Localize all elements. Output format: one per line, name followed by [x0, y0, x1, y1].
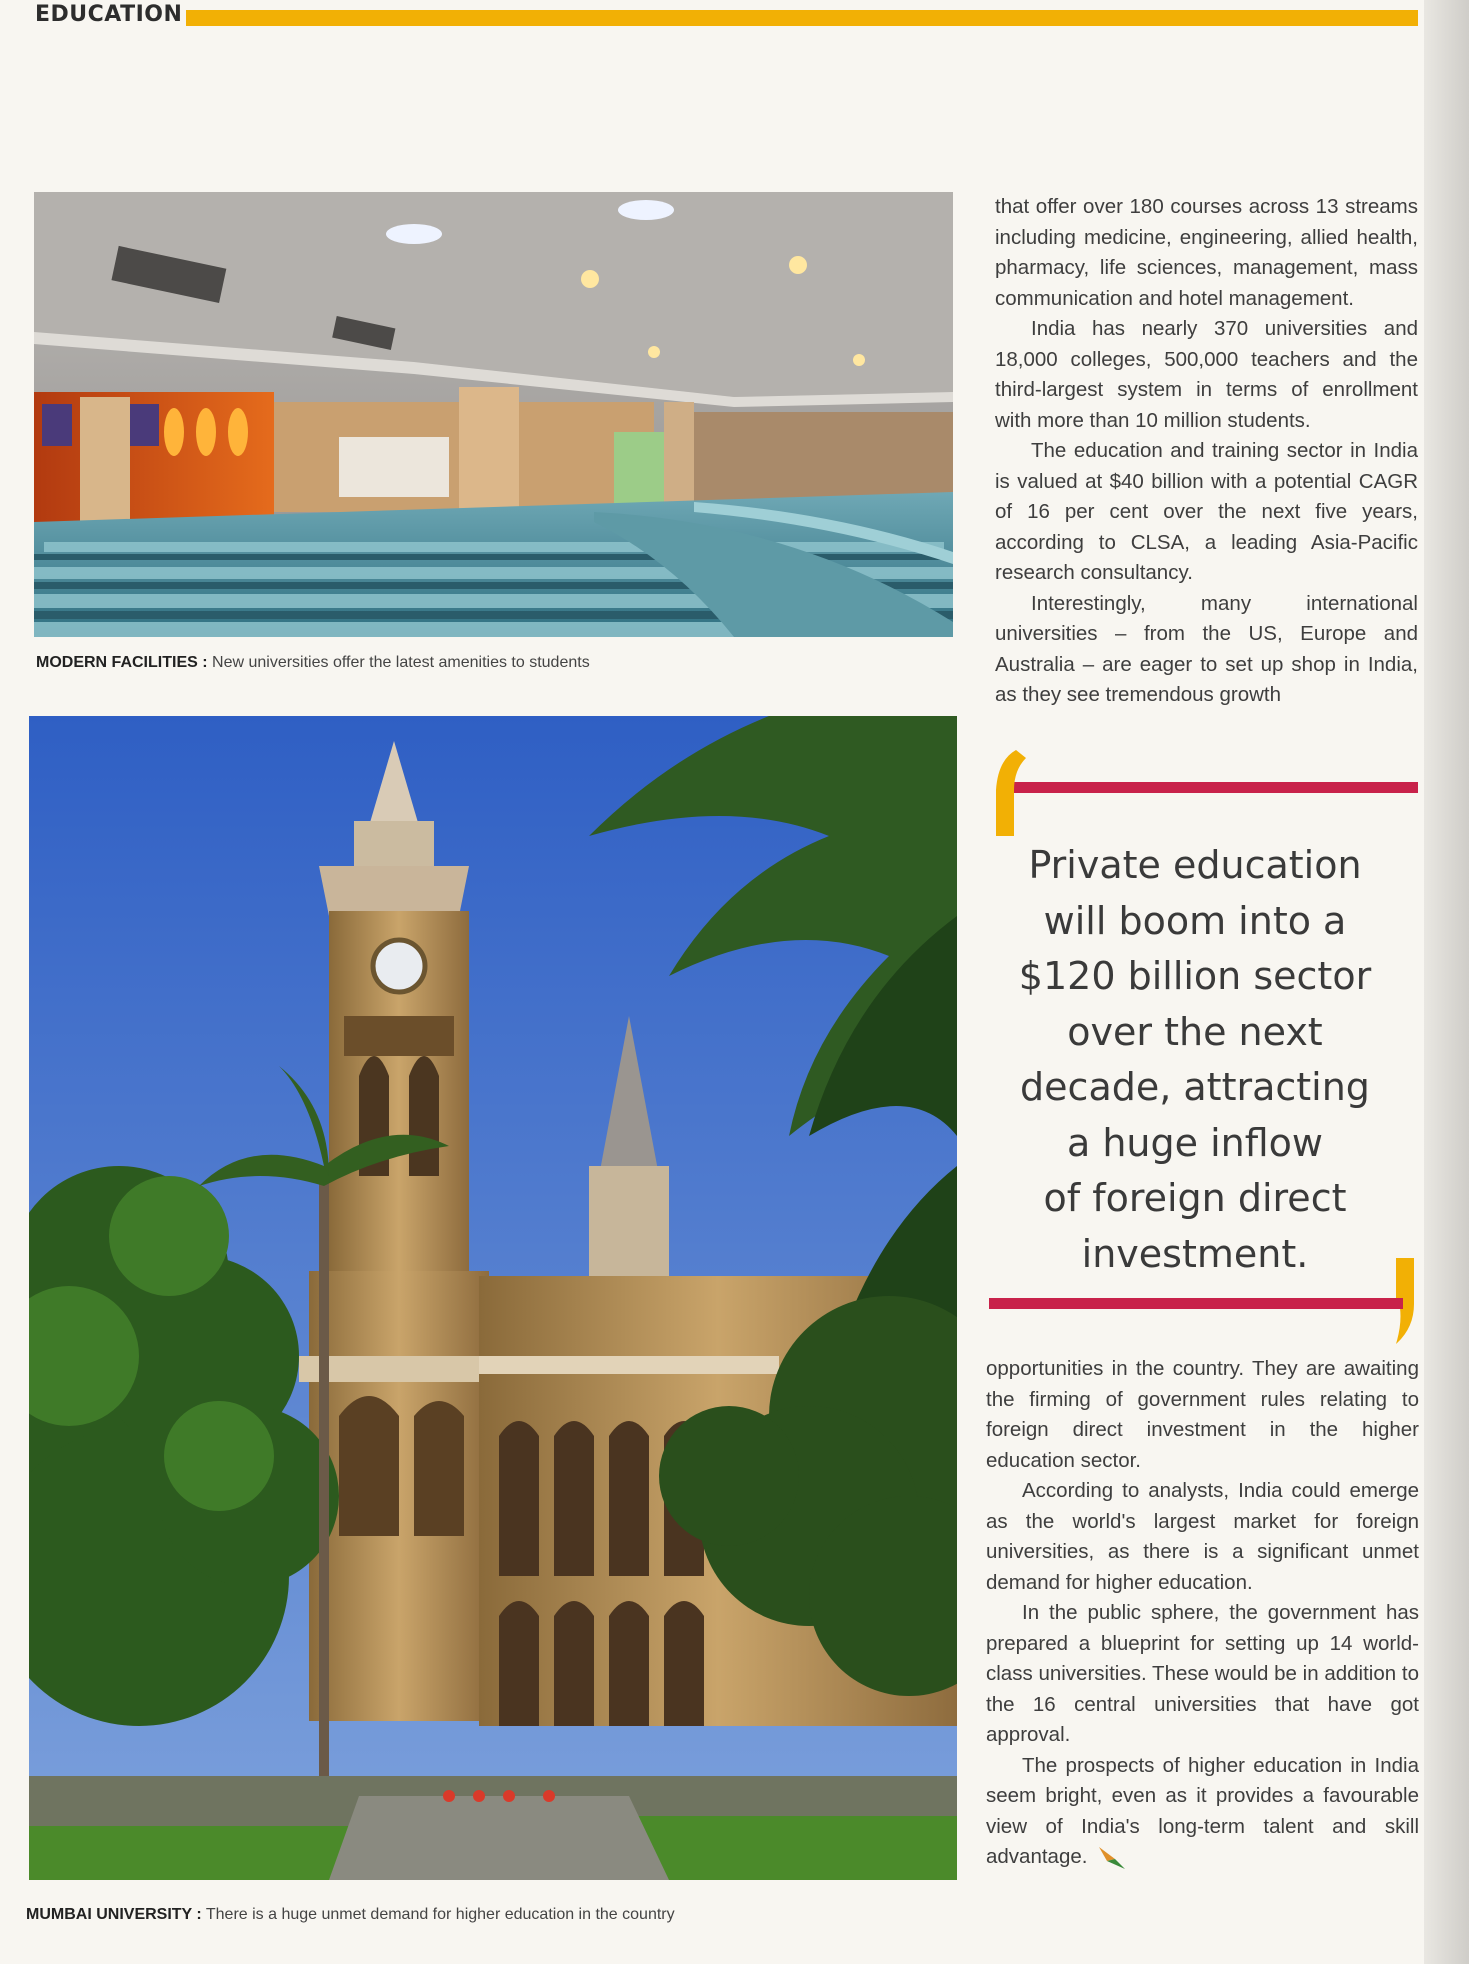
pull-quote-rule-top: [1009, 782, 1418, 793]
article-paragraph: [986, 1751, 1419, 1873]
article-paragraph-text: The prospects of higher education in India seem bright, even as it provides a favourable view of India's long-term talent and skill advantage.: [986, 1753, 1419, 1868]
auditorium-caption: [36, 654, 590, 672]
pull-quote-line: over the next: [1067, 1009, 1323, 1054]
open-quote-icon: [988, 750, 1028, 836]
caption-title: MUMBAI UNIVERSITY :: [26, 1906, 202, 1923]
auditorium-photo: [34, 192, 953, 637]
article-column-bottom: [986, 1354, 1419, 1873]
pull-quote-line: will boom into a: [1043, 898, 1347, 943]
article-paragraph: Interestingly, many international universities – from the US, Europe and Australia – are eager to set up shop in India, as they see tremendous growth: [995, 591, 1418, 706]
mumbai-university-photo: [29, 716, 957, 1880]
pull-quote-rule-bottom: [989, 1298, 1403, 1309]
section-rule: [186, 10, 1418, 26]
pull-quote-line: investment.: [1081, 1231, 1309, 1276]
article-paragraph: The education and training sector in India is valued at $40 billion with a potential CAGR of 16 per cent over the next five years, according to CLSA, a leading Asia-Pacific research consultancy.: [995, 439, 1418, 584]
mumbai-caption: [26, 1906, 675, 1924]
caption-title: MODERN FACILITIES :: [36, 654, 208, 671]
article-column-top: [995, 192, 1418, 711]
pull-quote-line: decade, attracting: [1020, 1065, 1370, 1109]
page-edge: [1424, 0, 1469, 1964]
pull-quote: [995, 838, 1395, 1282]
caption-text: New universities offer the latest amenities to students: [212, 654, 590, 671]
end-mark-icon: [1097, 1845, 1127, 1871]
article-paragraph: India has nearly 370 universities and 18,000 colleges, 500,000 teachers and the third-largest system in terms of enrollment with more than 10 million students.: [995, 317, 1418, 432]
pull-quote-line: $120 billion sector: [1018, 954, 1372, 998]
article-paragraph: In the public sphere, the government has prepared a blueprint for setting up 14 world-class universities. These would be in addition to the 16 central universities that have got approval.: [986, 1601, 1419, 1746]
caption-text: There is a huge unmet demand for higher education in the country: [205, 1906, 675, 1923]
section-label: EDUCATION: [35, 2, 183, 27]
pull-quote-line: Private education: [1028, 843, 1362, 887]
article-paragraph: that offer over 180 courses across 13 streams including medicine, engineering, allied health, pharmacy, life sciences, management, mass communication and hotel management.: [995, 195, 1418, 310]
pull-quote-line: of foreign direct: [1043, 1176, 1347, 1220]
pull-quote-line: a huge inflow: [1066, 1120, 1324, 1165]
article-paragraph: opportunities in the country. They are awaiting the firming of government rules relating to foreign direct investment in the higher education sector.: [986, 1357, 1419, 1472]
article-paragraph: According to analysts, India could emerge as the world's largest market for foreign universities, as there is a significant unmet demand for higher education.: [986, 1479, 1419, 1594]
